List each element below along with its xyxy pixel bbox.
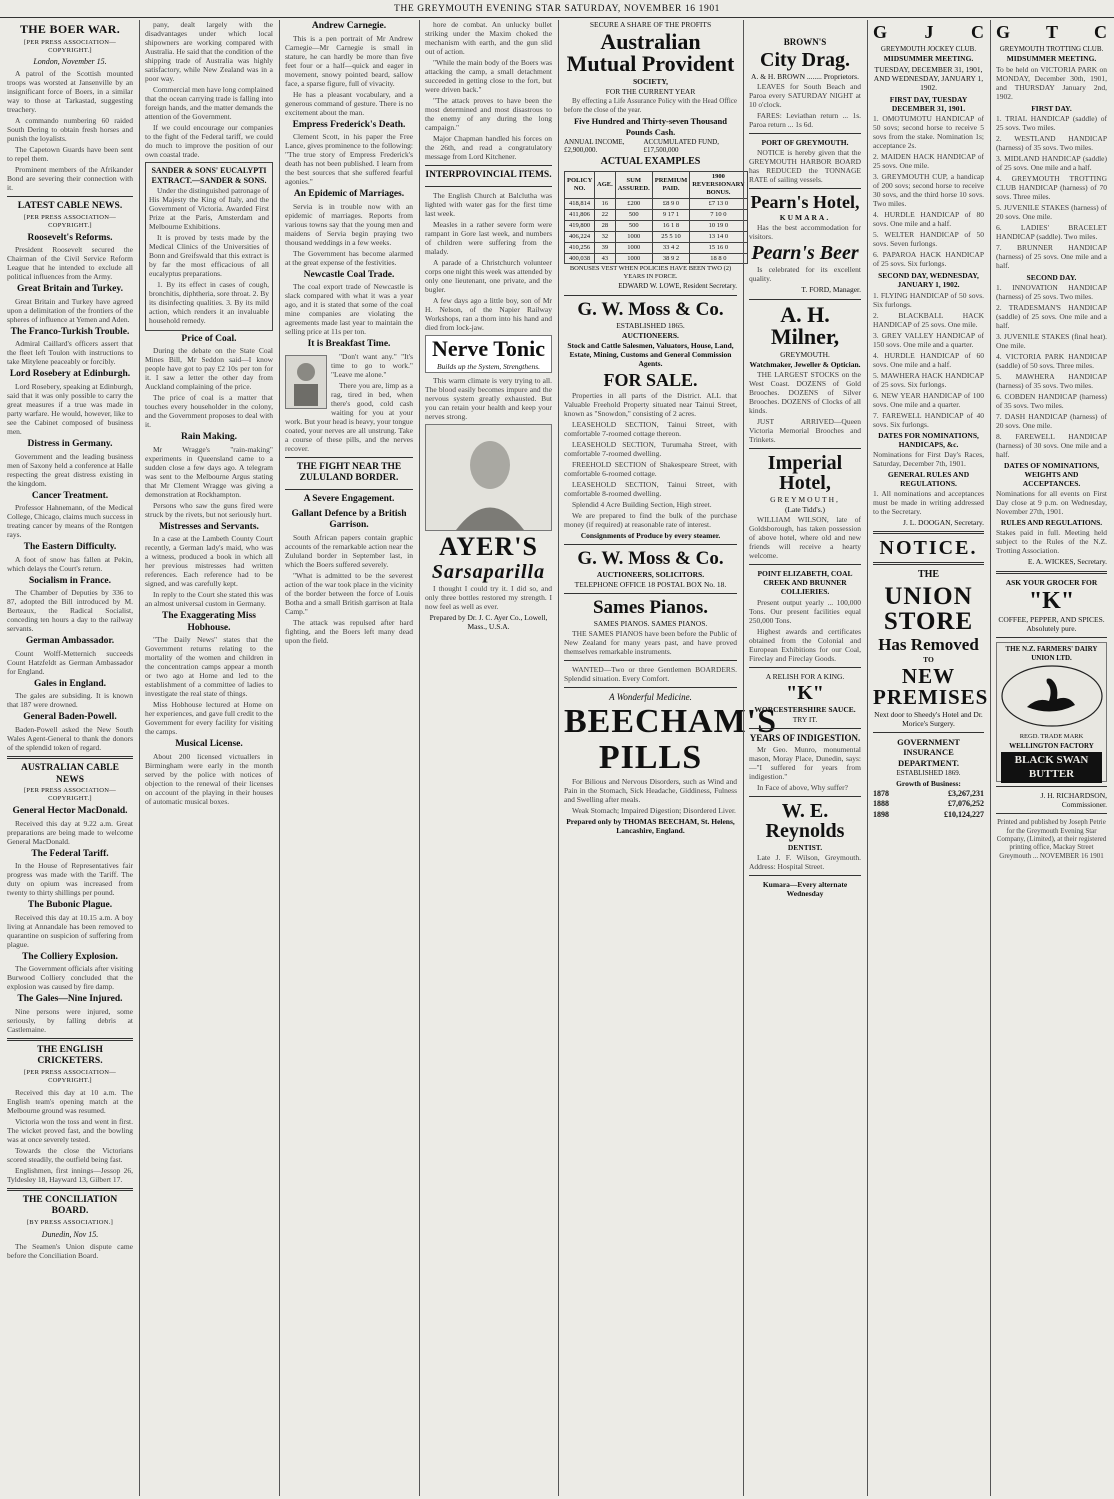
amp-cell: 18 8 0 xyxy=(690,253,747,264)
amp-cell: 419,800 xyxy=(565,220,595,231)
nerve-tonic-sub: Builds up the System, Strengthens. xyxy=(436,361,541,371)
insurance-table xyxy=(873,789,984,820)
trotting-letter-g: G xyxy=(996,22,1011,42)
trotting-weights: DATES OF NOMINATIONS, WEIGHTS AND ACCEPTANCES. xyxy=(1003,460,1100,489)
amp-header-2: SUM ASSURED. xyxy=(615,172,652,199)
amp-header-3: PREMIUM PAID. xyxy=(652,172,690,199)
pearns-beer: Pearn's Beer xyxy=(751,242,859,265)
imperial-late: (Late Tidd's.) xyxy=(784,504,826,514)
insurance-amount: £10,124,227 xyxy=(944,810,984,820)
amp-cell: 13 14 0 xyxy=(690,231,747,242)
butter-top: THE N.Z. FARMERS' DAIRY UNION LTD. xyxy=(1005,645,1098,662)
col3-heading-4: Newcastle Coal Trade. xyxy=(303,269,395,280)
union-to: TO xyxy=(923,654,934,664)
beecham-title-2: PILLS xyxy=(598,739,703,777)
insurance-year: 1878 xyxy=(873,788,889,798)
pearns-manager: T. FORD, Manager. xyxy=(801,285,861,295)
moss-established: ESTABLISHED 1865. xyxy=(616,320,685,330)
trotting-first-day: FIRST DAY. xyxy=(1031,103,1072,113)
amp-cell: 411,806 xyxy=(565,209,595,220)
jockey-letter-g: G xyxy=(873,22,888,42)
moss2-name: G. W. Moss & Co. xyxy=(577,547,724,569)
col2-heading-2: Rain Making. xyxy=(181,432,237,443)
commissioner: J. H. RICHARDSON, Commissioner. xyxy=(1040,791,1107,810)
trotting-letters xyxy=(996,22,1107,44)
table-row xyxy=(565,220,748,231)
breakfast-illustration xyxy=(285,355,327,409)
amp-cell: 32 xyxy=(595,231,616,242)
amp-for: FOR THE CURRENT YEAR xyxy=(605,87,696,97)
conciliation-dateline: Dunedin, Nov 15. xyxy=(41,1229,99,1239)
boer-war-dateline: London, November 15. xyxy=(33,57,107,67)
trotting-rules: RULES AND REGULATIONS. xyxy=(1000,518,1103,528)
amp-society: SOCIETY, xyxy=(633,77,668,87)
amp-cell: 500 xyxy=(615,220,652,231)
milner-trade: Watchmaker, Jeweller & Optician. xyxy=(749,359,861,369)
cable-heading-4: Lord Rosebery at Edinburgh. xyxy=(9,369,131,380)
amp-cell: 1000 xyxy=(615,253,652,264)
amp-top: SECURE A SHARE OF THE PROFITS xyxy=(589,20,712,29)
jockey-letter-c: C xyxy=(970,22,984,42)
amp-cell: 43 xyxy=(595,253,616,264)
milner-name: A. H. Milner, xyxy=(770,301,840,349)
amp-income: ANNUAL INCOME, £2,900,000. xyxy=(564,137,625,155)
trotting-meeting: MIDSUMMER MEETING. xyxy=(1006,54,1097,64)
sander-eucalypti-ad: SANDER & SONS' EUCALYPTI EXTRACT.—SANDER & SONS. Under the distinguished patronage of His Majesty the King of Italy, and the Government of Victoria. Awarded First Prize at the Paris, Amsterdam and Melbourne Exhibitions. It is proved by tests made by the Medical Clinics of the Universities of Bonn and Greifswald that this extract is by far the most efficacious of all eucalyptus preparations. 1. By its effect in cases of cough, bronchitis, diphtheria, sore throat. 2. By its disinfecting qualities. 3. By its mild action, which renders it an invaluable household remedy. xyxy=(145,162,273,331)
amp-cell: £200 xyxy=(615,198,652,209)
amp-cell: £8 9 0 xyxy=(652,198,690,209)
australian-cable-credit: [PER PRESS ASSOCIATION—COPYRIGHT.] xyxy=(23,787,117,803)
amp-cell: 400,038 xyxy=(565,253,595,264)
browns-title: BROWN'S xyxy=(783,37,827,47)
indigestion-heading: YEARS OF INDIGESTION. xyxy=(749,732,861,743)
amp-funds: ACCUMULATED FUND, £17,500,000 xyxy=(643,137,719,155)
col2-heading-4: The Exaggerating Miss Hobhouse. xyxy=(162,611,256,633)
insurance-row xyxy=(873,789,984,799)
beecham-title: BEECHAM'S xyxy=(564,703,778,741)
aus-heading-1: General Hector MacDonald. xyxy=(12,806,128,816)
union-the: THE xyxy=(917,569,940,581)
insurance-row xyxy=(873,799,984,809)
col3-heading-3: An Epidemic of Marriages. xyxy=(293,189,405,200)
amp-cell: 418,814 xyxy=(565,198,595,209)
butter-brand: BLACK SWAN BUTTER xyxy=(1001,752,1102,783)
insurance-established: ESTABLISHED 1869. xyxy=(896,769,961,777)
aus-heading-3: The Bubonic Plague. xyxy=(27,900,113,911)
table-row xyxy=(565,198,748,209)
column-3: Andrew Carnegie. This is a pen portrait of Mr Andrew Carnegie—Mr Carnegie is small in stature, he can hardly be more than five feet four or a half—quick and eager in movement, snowy pointed beard, sallow face, a sparse figure, full of vivacity. He has a pleasant vocabulary, and a generous command of gesture. There is no excitement about the man. Empress Frederick's Death. Clement Scott, in his paper the Free Lance, gives prominence to the following: "The true story of Empress Frederick's death has not been published. I learn from the best sources that she suffered fearful agonies." An Epidemic of Marriages. Servia is in trouble now with an epidemic of marriages. Reports from various towns say that the young men and maidens of Servia begin praying two thousand weddings in a few weeks. The Government has become alarmed at the great expense of the festivities. Newcastle Coal Trade. The coal export trade of Newcastle is slack compared with what it was a year ago, and it is stated that some of the coal mine companies are violating the agreements made last year to maintain the selling price at 11s per ton. It is Breakfast Time. "Don't want any." "It's time to go to work." "Leave me alone." There you are, limp as a rag, tired in bed, when there's good, cold cash waiting for you at your work. But your head is heavy, your tongue coated, your nerves are all unstrung. Take a course of these pills, and the nerves recover. THE FIGHT NEAR THE ZULULAND BORDER. A Severe Engagement. Gallant Defence by a British Garrison. South African papers contain graphic accounts of the remarkable action near the Zululand border in September last, in which the Boers suffered severely. "What is admitted to be the severest action of the war took place in the vicinity of the border between the force of Louis Botha and a small British garrison at Itala Camp." The attack was repulsed after hard fighting, and the Boers left many dead upon the field. xyxy=(279,20,418,1496)
nerve-tonic-title: Nerve Tonic xyxy=(431,335,546,361)
masthead: THE GREYMOUTH EVENING STAR SATURDAY, NOVEMBER 16 1901 xyxy=(0,0,1114,18)
moss-line: Stock and Cattle Salesmen, Valuators, House, Land, Estate, Mining, Customs and General Commission Agents. xyxy=(567,341,734,369)
point-elizabeth: POINT ELIZABETH, COAL CREEK AND BRUNNER COLLIERIES. xyxy=(757,569,853,597)
jockey-first-day: FIRST DAY, TUESDAY DECEMBER 31, 1901. xyxy=(889,95,968,114)
interprovincial-heading: INTERPROVINCIAL ITEMS. xyxy=(425,170,552,180)
grocer-line: COFFEE, PEPPER, AND SPICES. Absolutely pure. xyxy=(998,614,1105,633)
amp-cell: £7 13 0 xyxy=(690,198,747,209)
cable-heading-8: Socialism in France. xyxy=(28,575,112,586)
col3-heading-2: Empress Frederick's Death. xyxy=(292,119,406,130)
relish-name: WORCESTERSHIRE SAUCE. xyxy=(754,704,856,714)
table-row xyxy=(565,231,748,242)
cricketers-heading: THE ENGLISH CRICKETERS. xyxy=(37,1044,103,1067)
boer-war-body: A patrol of the Scottish mounted troops was worsted at Jansenville by an insignificant force of Boers, in a similar way to those at Tarkastad, suggesting treachery. A commando numbering 60 raided South Dering to obtain fresh horses and punish the loyalists. The Capetown Guards have been sent to repel them. Prominent members of the Afrikander Bond are severing their connection with it. xyxy=(7,69,133,193)
trotting-secretary: E. A. WICKES, Secretary. xyxy=(1027,557,1107,567)
amp-cell: 410,256 xyxy=(565,242,595,253)
pianos-sub: SAMES PIANOS. SAMES PIANOS. xyxy=(593,618,708,628)
col2-heading-1: Price of Coal. xyxy=(181,333,237,344)
col2-lead-body: pany, dealt largely with the disadvantages under which local shipowners are working compared with Australia. He said that the condition of the shipping trade of Australia was highly satisfactory, while New Zealand was in a poor way. Commercial men have long complained that the ocean carrying trade is falling into foreign hands, and the matter demands the attention of the Government. If we could encourage our companies to the fight of the Federal tariff, we could do much to improve the position of our own coastal trade. xyxy=(145,20,273,159)
latest-cable-heading: LATEST CABLE NEWS. xyxy=(17,201,123,212)
amp-cell: 39 xyxy=(595,242,616,253)
insurance-amount: £7,076,252 xyxy=(948,799,984,809)
insurance-year: 1888 xyxy=(873,799,889,809)
port-heading: PORT OF GREYMOUTH. xyxy=(761,138,849,148)
amp-cell: 1000 xyxy=(615,242,652,253)
aus-heading-4: The Colliery Explosion. xyxy=(22,951,118,962)
amp-title: Australian Mutual Provident xyxy=(566,29,735,77)
col2-heading-5: Musical License. xyxy=(175,739,243,750)
swan-icon xyxy=(997,663,1107,729)
relish-try: TRY IT. xyxy=(792,714,818,724)
imperial-town: GREYMOUTH, xyxy=(770,494,840,504)
zulu-sub-1: A Severe Engagement. xyxy=(303,494,395,505)
relish-pre: A RELISH FOR A KING. xyxy=(765,671,845,681)
notice-heading: NOTICE. xyxy=(879,537,978,560)
trotting-title: GREYMOUTH TROTTING CLUB. xyxy=(999,44,1104,53)
ayers-illustration xyxy=(425,424,552,531)
amp-examples: ACTUAL EXAMPLES xyxy=(600,155,701,167)
amp-cell: 22 xyxy=(595,209,616,220)
column-5: SECURE A SHARE OF THE PROFITS Australian Mutual Provident SOCIETY, FOR THE CURRENT YEAR By effecting a Life Assurance Policy with the Head Office before the close of the year. Five Hundred and Thirty-seven Thousand Pounds Cash. ANNUAL INCOME, £2,900,000. ACCUMULATED FUND, £17,500,000 ACTUAL EXAMPLES POLICY NO. AGE. SUM ASSURED. PREMIUM PAID. 1900 REVERSIONARY BONUS. 418,814 16 £200 £8 9 0 £7 13 0 411,806 22 500 9 17 1 7 10 0 419,800 28 500 16 1 8 10 19 0 406,224 32 1000 25 5 10 13 14 0 410,256 39 1000 33 4 2 15 16 0 400,038 43 1000 38 9 2 18 8 0 BONUSES VEST WHEN POLICIES HAVE BEEN TWO (2) YEARS IN FORCE. EDWARD W. LOWE, Resident Secretary. G. W. Moss & Co. ESTABLISHED 1865. AUCTIONEERS. Stock and Cattle Salesmen, Valuators, House, Land, Estate, Mining, Customs and General Commission Agents. FOR SALE. Properties in all parts of the District. ALL that Valuable Freehold Property situated near Tainui Street, known as "Snowdon," consisting of 2 acres. LEASEHOLD SECTION, Tainui Street, with comfortable 7-roomed cottage thereon. LEASEHOLD SECTION, Turumaha Street, with comfortable 7-roomed dwelling. FREEHOLD SECTION of Shakespeare Street, with comfortable 6-roomed cottage. LEASEHOLD SECTION, Tainui Street, with comfortable 8-roomed dwelling. Splendid 4 Acre Building Section, High street. We are prepared to find the bulk of the purchase money (if required) at reasonable rate of interest. Consignments of Produce by every steamer. G. W. Moss & Co. AUCTIONEERS, SOLICITORS. TELEPHONE OFFICE 18 POSTAL BOX No. 18. Sames Pianos. SAMES PIANOS. SAMES PIANOS. THE SAMES PIANOS have been before the Public of New Zealand for many years past, and have proved themselves remarkable instruments. WANTED—Two or three Gentlemen BOARDERS. Splendid situation. Every Comfort. A Wonderful Medicine. BEECHAM'S PILLS For Bilious and Nervous Disorders, such as Wind and Pain in the Stomach, Sick Headache, Giddiness, Fulness and Swelling after meals. Weak Stomach; Impaired Digestion; Disordered Liver. Prepared only by THOMAS BEECHAM, St. Helens, Lancashire, England. xyxy=(558,20,742,1496)
amp-header-0: POLICY NO. xyxy=(565,172,595,199)
union-premises: NEW PREMISES xyxy=(873,663,989,709)
amp-cell: 25 5 10 xyxy=(652,231,690,242)
amp-footer: BONUSES VEST WHEN POLICIES HAVE BEEN TWO (2) YEARS IN FORCE. xyxy=(569,265,732,281)
insurance-row xyxy=(873,810,984,820)
sander-ad-title: SANDER & SONS' EUCALYPTI EXTRACT.—SANDER & SONS. xyxy=(151,166,267,185)
man-portrait-icon xyxy=(286,356,326,408)
butter-factory: WELLINGTON FACTORY xyxy=(1009,741,1094,750)
amp-cell: 33 4 2 xyxy=(652,242,690,253)
imperial-name: Imperial Hotel, xyxy=(767,451,843,494)
boer-war-heading: THE BOER WAR. xyxy=(19,22,121,36)
cable-heading-6: Cancer Treatment. xyxy=(31,490,109,501)
amp-cell: 38 9 2 xyxy=(652,253,690,264)
beecham-footer: Prepared only by THOMAS BEECHAM, St. Helens, Lancashire, England. xyxy=(566,817,735,836)
amp-bonus: Five Hundred and Thirty-seven Thousand Pounds Cash. xyxy=(573,116,728,137)
amp-cell: 406,224 xyxy=(565,231,595,242)
pianos-title: Sames Pianos. xyxy=(592,596,709,618)
amp-cell: 1000 xyxy=(615,231,652,242)
insurance-year: 1898 xyxy=(873,810,889,820)
union-title: UNION STORE xyxy=(883,582,974,635)
amp-cell: 10 19 0 xyxy=(690,220,747,231)
insurance-title: GOVERNMENT INSURANCE DEPARTMENT. xyxy=(897,736,960,768)
moss2-role: AUCTIONEERS, SOLICITORS. xyxy=(596,569,705,579)
amp-table xyxy=(564,171,748,264)
col3-heading-1: Andrew Carnegie. xyxy=(311,21,387,31)
column-8: G T C GREYMOUTH TROTTING CLUB. MIDSUMMER MEETING. To be held on VICTORIA PARK on MONDAY, December 30th, 1901, and THURSDAY January 2nd, 1902. FIRST DAY. 1. TRIAL HANDICAP (saddle) of 25 sovs. Two miles. 2. WESTLAND HANDICAP (harness) of 35 sovs. Two miles. 3. MIDLAND HANDICAP (saddle) of 25 sovs. One mile and a half. 4. GREYMOUTH TROTTING CLUB HANDICAP (harness) of 70 sovs. Three miles. 5. JUVENILE STAKES (harness) of 20 sovs. One mile. 6. LADIES' BRACELET HANDICAP (saddle). Two miles. 7. BRUNNER HANDICAP (harness) of 25 sovs. One mile and a half. SECOND DAY. 1. INNOVATION HANDICAP (harness) of 25 sovs. Two miles. 2. TRADESMAN'S HANDICAP (saddle) of 25 sovs. One mile and a half. 3. JUVENILE STAKES (final heat). One mile. 4. VICTORIA PARK HANDICAP (saddle) of 50 sovs. Three miles. 5. MAWHERA HANDICAP (harness) of 35 sovs. Two miles. 6. COBDEN HANDICAP (harness) of 35 sovs. Two miles. 7. DASH HANDICAP (harness) of 20 sovs. One mile. 8. FAREWELL HANDICAP (harness) of 30 sovs. One mile and a half. DATES OF NOMINATIONS, WEIGHTS AND ACCEPTANCES. Nominations for all events on First Day close at 9 p.m. on Wednesday, November 27th, 1901. RULES AND REGULATIONS. Stakes paid in full. Meeting held subject to the Rules of the N.Z. Trotting Association. E. A. WICKES, Secretary. ASK YOUR GROCER FOR "K" COFFEE, PEPPER, AND SPICES. Absolutely pure. THE N.Z. FARMERS' DAIRY UNION LTD. REGD. TRADE MARK WELLINGTON FACTORY BLACK SWAN BUTTER J. H. RICHARDSON, Commissioner. Printed and published by Joseph Petrie for the Greymouth Evening Star Company, (Limited), at their registered printing office, Mackay Street Greymouth ... NOVEMBER 16 1901 xyxy=(990,20,1112,1496)
beecham-pre: A Wonderful Medicine. xyxy=(609,692,692,703)
cable-heading-9: German Ambassador. xyxy=(25,636,115,647)
insurance-growth: Growth of Business: xyxy=(896,778,961,788)
reynolds-name: W. E. Reynolds xyxy=(765,799,845,842)
column-7: G J C GREYMOUTH JOCKEY CLUB. MIDSUMMER MEETING. TUESDAY, DECEMBER 31, 1901, AND WEDNESDAY, JANUARY 1, 1902. FIRST DAY, TUESDAY DECEMBER 31, 1901. 1. OMOTUMOTU HANDICAP of 50 sovs; second horse to receive 5 sovs from the stake. Nomination 1s; acceptance 2s. 2. MAIDEN HACK HANDICAP of 25 sovs. One mile. 3. GREYMOUTH CUP, a handicap of 200 sovs; second horse to receive 30 sovs, and the third horse 10 sovs. Two miles. 4. HURDLE HANDICAP of 80 sovs. One mile and a half. 5. WELTER HANDICAP of 50 sovs. Seven furlongs. 6. PAPAROA HACK HANDICAP of 25 sovs. Six furlongs. SECOND DAY, WEDNESDAY, JANUARY 1, 1902. 1. FLYING HANDICAP of 50 sovs. Six furlongs. 2. BLACKBALL HACK HANDICAP of 25 sovs. One mile. 3. GREY VALLEY HANDICAP of 150 sovs. One mile and a quarter. 4. HURDLE HANDICAP of 60 sovs. One mile and a half. 5. MAWHERA HACK HANDICAP of 25 sovs. Six furlongs. 6. NEW YEAR HANDICAP of 100 sovs. One mile and a quarter. 7. FAREWELL HANDICAP of 40 sovs. Six furlongs. DATES FOR NOMINATIONS, HANDICAPS, &c. Nominations for First Day's Races, Saturday, December 7th, 1901. GENERAL RULES AND REGULATIONS. 1. All nominations and acceptances must be made in writing addressed to the Secretary. J. L. DOOGAN, Secretary. NOTICE. THE UNION STORE Has Removed TO NEW PREMISES Next door to Sheedy's Hotel and Dr. Morice's Surgery. GOVERNMENT INSURANCE DEPARTMENT. ESTABLISHED 1869. Growth of Business: 1878 £3,267,231 1888 £7,076,252 1898 £10,124,227 xyxy=(867,20,989,1496)
cable-heading-5: Distress in Germany. xyxy=(27,438,113,449)
amp-agent: EDWARD W. LOWE, Resident Secretary. xyxy=(618,282,737,291)
ayers-title: AYER'S xyxy=(439,531,538,561)
amp-cell: 16 xyxy=(595,198,616,209)
relish-letter: "K" xyxy=(786,681,824,704)
australian-cable-heading: AUSTRALIAN CABLE NEWS xyxy=(21,763,119,785)
cable-heading-2: Great Britain and Turkey. xyxy=(17,284,123,295)
amp-header-4: 1900 REVERSIONARY BONUS. xyxy=(690,172,747,199)
zulu-sub-2: Gallant Defence by a British Garrison. xyxy=(291,508,407,531)
aus-heading-5: The Gales—Nine Injured. xyxy=(17,994,123,1005)
conciliation-credit: [BY PRESS ASSOCIATION.] xyxy=(26,1219,114,1227)
cricketers-body: Received this day at 10 a.m. The English team's opening match at the Melbourne ground was resumed. Victoria won the toss and went in first. The wicket proved fast, and the bowling was at once severely tested. Towards the close the Victorians scored steadily, the outfield being fast. Englishmen, first innings—Jessop 26, Tyldesley 18, Hayward 13, Gilbert 17. xyxy=(7,1087,133,1184)
browns-owner: A. & H. BROWN ........ Proprietors. xyxy=(751,71,859,81)
milner-town: GREYMOUTH. xyxy=(780,349,830,359)
column-6: BROWN'S City Drag. A. & H. BROWN ........ Proprietors. LEAVES for South Beach and Paroa every SATURDAY NIGHT at 10 o'clock. FARES: Leviathan return ... 1s. Paroa return ... 1s 6d. PORT OF GREYMOUTH. NOTICE is hereby given that the GREYMOUTH HARBOR BOARD has REDUCED the TONNAGE RATE of sailing vessels. Pearn's Hotel, KUMARA. Has the best accommodation for visitors. Pearn's Beer Is celebrated for its excellent quality. T. FORD, Manager. A. H. Milner, GREYMOUTH. Watchmaker, Jeweller & Optician. THE LARGEST STOCKS on the West Coast. DOZENS of Gold Brooches. DOZENS of Silver Brooches. DOZENS of Clocks of all kinds. JUST ARRIVED—Queen Victoria Memorial Brooches and Trinkets. Imperial Hotel, GREYMOUTH, (Late Tidd's.) WILLIAM WILSON, late of Goldsborough, has taken possession of above hotel, where old and new friends will receive a hearty welcome. POINT ELIZABETH, COAL CREEK AND BRUNNER COLLIERIES. Present output yearly ... 100,000 Tons. Our present facilities equal 250,000 Tons. Highest awards and certificates obtained from the Colonial and European Exhibitions for our Coal, Fireclay and Fireclay Goods. A RELISH FOR A KING. "K" WORCESTERSHIRE SAUCE. TRY IT. YEARS OF INDIGESTION. Mr Geo. Munro, monumental mason, Moray Place, Dunedin, says:—"I suffered for years from indigestion." In Face of above, Why suffer? W. E. Reynolds DENTIST. Late J. F. Wilson, Greymouth. Address: Hospital Street. Kumara—Every alternate Wednesday xyxy=(743,20,866,1496)
insurance-amount: £3,267,231 xyxy=(948,788,984,798)
trotting-letter-t: T xyxy=(1046,22,1059,42)
col4-lead-body: hore de combat. An unlucky bullet striking under the Maxim choked the mechanism with earth, and the gun slid out of action. "While the main body of the Boers was attacking the camp, a small detachment succeeded in getting close to the fort, but were driven back." "The attack proves to have been the most determined and most disastrous to the enemy of any during the long campaign." Major Chapman handled his forces on the 26th, and read a congratulatory message from Lord Kitchener. xyxy=(425,20,552,161)
amp-cell: 28 xyxy=(595,220,616,231)
kumara-line: Kumara—Every alternate Wednesday xyxy=(762,880,848,899)
moss-role: AUCTIONEERS. xyxy=(622,330,679,340)
zulu-heading: THE FIGHT NEAR THE ZULULAND BORDER. xyxy=(296,461,402,484)
jockey-meeting: MIDSUMMER MEETING. xyxy=(883,54,974,64)
grocer-pre: ASK YOUR GROCER FOR xyxy=(1005,577,1098,587)
amp-cell: 9 17 1 xyxy=(652,209,690,220)
amp-cell: 15 16 0 xyxy=(690,242,747,253)
latest-cable-credit: [PER PRESS ASSOCIATION—COPYRIGHT.] xyxy=(23,213,117,229)
browns-title-2: City Drag. xyxy=(760,48,850,71)
column-1: THE BOER WAR. [PER PRESS ASSOCIATION—COPYRIGHT.] London, November 15. A patrol of the Scottish mounted troops was worsted at Jansenville by an insignificant force of Boers, in a similar way to those at Tarkastad, suggesting treachery. A commando numbering 60 raided South Dering to obtain fresh horses and punish the loyalists. The Capetown Guards have been sent to repel them. Prominent members of the Afrikander Bond are severing their connection with it. LATEST CABLE NEWS. [PER PRESS ASSOCIATION—COPYRIGHT.] Roosevelt's Reforms. President Roosevelt secured the Chairman of the Civil Service Reform League that he intended to exclude all political influences from the Army. Great Britain and Turkey. Great Britain and Turkey have agreed upon a delimitation of the frontiers of the spheres of influence at Yemen and Aden. The Franco-Turkish Trouble. Admiral Caillard's officers assert that the fleet left Toulon with instructions to take Mitylene peaceably or forcibly. Lord Rosebery at Edinburgh. Lord Rosebery, speaking at Edinburgh, said that it was only possible to carry the great measures if a true was made in party warfare. He would, however, like to see the Cabinet composed of business men. Distress in Germany. Government and the leading business men of Saxony held a conference at Halle respecting the great distress existing in the kingdom. Cancer Treatment. Professor Hahnemann, of the Medical College, Chicago, claims much success in treating cancer by means of the Rontgen rays. The Eastern Difficulty. A foot of snow has fallen at Pekin, which delays the Court's return. Socialism in France. The Chamber of Deputies by 336 to 87, adopted the Bill introduced by M. Berteaux, the Radical Socialist, conceding ten hours a day to the railway servants. German Ambassador. Count Wolff-Metternich succeeds Count Hatzfeldt as German Ambassador for England. Gales in England. The gales are subsiding. It is known that 187 were drowned. General Baden-Powell. Baden-Powell asked the New South Wales Agent-General to thank the donors of the splendid token of regard. AUSTRALIAN CABLE NEWS [PER PRESS ASSOCIATION—COPYRIGHT.] General Hector MacDonald. Received this day at 9.22 a.m. Great preparations are being made to welcome General MacDonald. The Federal Tariff. In the House of Representatives fair progress was made with the Tariff. The duty on opium was increased from twenty to thirty shillings per pound. The Bubonic Plague. Received this day at 10.15 a.m. A boy living at Annandale has been removed to quarantine on suspicion of suffering from plague. The Colliery Explosion. The Government officials after visiting Burwood Colliery concluded that the explosion was caused by fire damp. The Gales—Nine Injured. Nine persons were injured, some seriously, by falling debris at Castlemaine. THE ENGLISH CRICKETERS. [PER PRESS ASSOCIATION—COPYRIGHT.] Received this day at 10 a.m. The English team's opening match at the Melbourne ground was resumed. Victoria won the toss and went in first. The wicket proved fast, and the bowling was at once severely tested. Towards the close the Victorians scored steadily, the outfield being fast. Englishmen, first innings—Jessop 26, Tyldesley 18, Hayward 13, Gilbert 17. THE CONCILIATION BOARD. [BY PRESS ASSOCIATION.] Dunedin, Nov 15. The Seamen's Union dispute came before the Conciliation Board. xyxy=(7,22,134,1260)
jockey-second-day: SECOND DAY, WEDNESDAY, JANUARY 1, 1902. xyxy=(878,271,979,290)
reynolds-role: DENTIST. xyxy=(787,842,823,852)
trotting-second-day: SECOND DAY. xyxy=(1026,272,1077,282)
trotting-letter-c: C xyxy=(1094,22,1107,42)
imprint: Printed and published by Joseph Petrie for the Greymouth Evening Star Company, (Limited), at their registered printing office, Mackay Street Greymouth ... NOVEMBER 16 1901 xyxy=(996,818,1107,860)
conciliation-heading: THE CONCILIATION BOARD. xyxy=(22,1194,118,1217)
moss-for-sale: FOR SALE. xyxy=(603,369,698,390)
woman-portrait-icon xyxy=(426,425,554,530)
pearns-town: KUMARA. xyxy=(779,213,831,223)
amp-header-1: AGE. xyxy=(595,172,616,199)
ayers-title-2: Sarsaparilla xyxy=(431,560,546,583)
jockey-rules: GENERAL RULES AND REGULATIONS. xyxy=(887,469,970,489)
column-4: hore de combat. An unlucky bullet striking under the Maxim choked the mechanism with earth, and the gun slid out of action. "While the main body of the Boers was attacking the camp, a small detachment succeeded in getting close to the fort, but were driven back." "The attack proves to have been the most determined and most disastrous to the enemy of any during the long campaign." Major Chapman handled his forces on the 26th, and read a congratulatory message from Lord Kitchener. INTERPROVINCIAL ITEMS. The English Church at Balclutha was lighted with water gas for the first time last week. Measles in a rather severe form were rampant in Gore last week, and numbers of children were suffering from the malady. A parade of a Christchurch volunteer corps one night this week was attended by only one lieutenant, one private, and the bugler. A few days ago a little boy, son of Mr H. Nelson, of the Napier Railway Workshops, ran a thorn into his hand and died from lock-jaw. Nerve Tonic Builds up the System, Strengthens. This warm climate is very trying to all. The blood easily becomes impure and the nervous system greatly exhausted. But you can retain your health and keep your nerves strong. AYER'S Sarsaparilla I thought I could try it. I did so, and only three bottles restored my strength. I now feel as well as ever. Prepared by Dr. J. C. Ayer Co., Lowell, Mass., U.S.A. xyxy=(419,20,557,1496)
ayers-footer: Prepared by Dr. J. C. Ayer Co., Lowell, Mass., U.S.A. xyxy=(429,612,548,631)
amp-cell: 7 10 0 xyxy=(690,209,747,220)
amp-cell: 16 1 8 xyxy=(652,220,690,231)
jockey-letter-j: J xyxy=(924,22,934,42)
grocer-letter: "K" xyxy=(1028,587,1075,614)
cable-heading-10: Gales in England. xyxy=(33,678,107,689)
nerve-tonic-ad xyxy=(425,335,552,373)
amp-cell: 500 xyxy=(615,209,652,220)
col3-heading-5: It is Breakfast Time. xyxy=(307,339,391,350)
column-2: pany, dealt largely with the disadvantages under which local shipowners are working compared with Australia. He said that the condition of the shipping trade of Australia was highly satisfactory, while New Zealand was in a poor way. Commercial men have long complained that the ocean carrying trade is falling into foreign hands, and the matter demands the attention of the Government. If we could encourage our companies to the fight of the Federal tariff, we could do much to improve the position of our own coastal trade. SANDER & SONS' EUCALYPTI EXTRACT.—SANDER & SONS. Under the distinguished patronage of His Majesty the King of Italy, and the Government of Victoria. Awarded First Prize at the Paris, Amsterdam and Melbourne Exhibitions. It is proved by tests made by the Medical Clinics of the Universities of Bonn and Greifswald that this extract is by far the most efficacious of all eucalyptus preparations. 1. By its effect in cases of cough, bronchitis, diphtheria, sore throat. 2. By its disinfecting qualities. 3. By its mild action, which renders it an invaluable household remedy. Price of Coal. During the debate on the State Coal Mines Bill, Mr Seddon said—I know people have got to pay £2 10s per ton for it. I saw a letter the other day from Auckland complaining of the price. The price of coal is a matter that touches every householder in the colony, and the Government proposes to deal with it. Rain Making. Mr Wragge's "rain-making" experiments in Queensland came to a sudden close a few days ago. A telegram was sent to the Melbourne Argus stating that Mr Clement Wragge was giving a demonstration at Rockhampton. Persons who saw the guns fired were struck by the rivets, but not seriously hurt. Mistresses and Servants. In a case at the Lambeth County Court recently, a German lady's maid, who was a witness, produced a book in which all her previous mistresses had written references. Each reference had to be signed, and was carefully kept. In reply to the Court she stated this was an almost universal custom in Germany. The Exaggerating Miss Hobhouse. "The Daily News" states that the Government returns relating to the mortality of the women and children in the concentration camps appear a month or two ago at Home and led to the establishment of a committee of ladies to investigate the real state of things. Miss Hobhouse lectured at Home on her experiences, and gave full credit to the Government for every facility for visiting the camps. Musical License. About 200 licensed victuallers in Birmingham were early in the month served by the police with notices of objection to the renewal of their licenses on account of the playing in their houses of automatic musical boxes. xyxy=(139,20,278,1496)
cricketers-credit: [PER PRESS ASSOCIATION—COPYRIGHT.] xyxy=(23,1069,117,1084)
table-row xyxy=(565,253,748,264)
moss2-tel: TELEPHONE OFFICE 18 POSTAL BOX No. 18. xyxy=(574,579,727,589)
jockey-secretary: J. L. DOOGAN, Secretary. xyxy=(903,518,984,528)
col2-heading-3: Mistresses and Servants. xyxy=(159,521,259,532)
black-swan-ad xyxy=(996,642,1107,782)
cable-heading-11: General Baden-Powell. xyxy=(23,712,117,723)
aus-heading-2: The Federal Tariff. xyxy=(31,848,109,859)
union-removed: Has Removed xyxy=(878,634,979,654)
jockey-nominations: DATES FOR NOMINATIONS, HANDICAPS, &c. xyxy=(878,430,979,449)
butter-mark: REGD. TRADE MARK xyxy=(1019,732,1084,740)
cable-heading-1: Roosevelt's Reforms. xyxy=(27,232,113,243)
jockey-dates: TUESDAY, DECEMBER 31, 1901, AND WEDNESDAY, JANUARY 1, 1902. xyxy=(873,64,984,92)
table-row xyxy=(565,242,748,253)
jockey-letters xyxy=(873,22,984,44)
jockey-title: GREYMOUTH JOCKEY CLUB. xyxy=(880,44,977,53)
boer-war-credit: [PER PRESS ASSOCIATION—COPYRIGHT.] xyxy=(23,38,117,54)
moss-name: G. W. Moss & Co. xyxy=(577,298,724,320)
table-row xyxy=(565,209,748,220)
cable-heading-3: The Franco-Turkish Trouble. xyxy=(10,326,130,337)
cable-heading-7: The Eastern Difficulty. xyxy=(23,542,117,553)
union-next: Next door to Sheedy's Hotel and Dr. Morice's Surgery. xyxy=(874,709,983,728)
pearns-title: Pearn's Hotel, xyxy=(750,192,860,213)
